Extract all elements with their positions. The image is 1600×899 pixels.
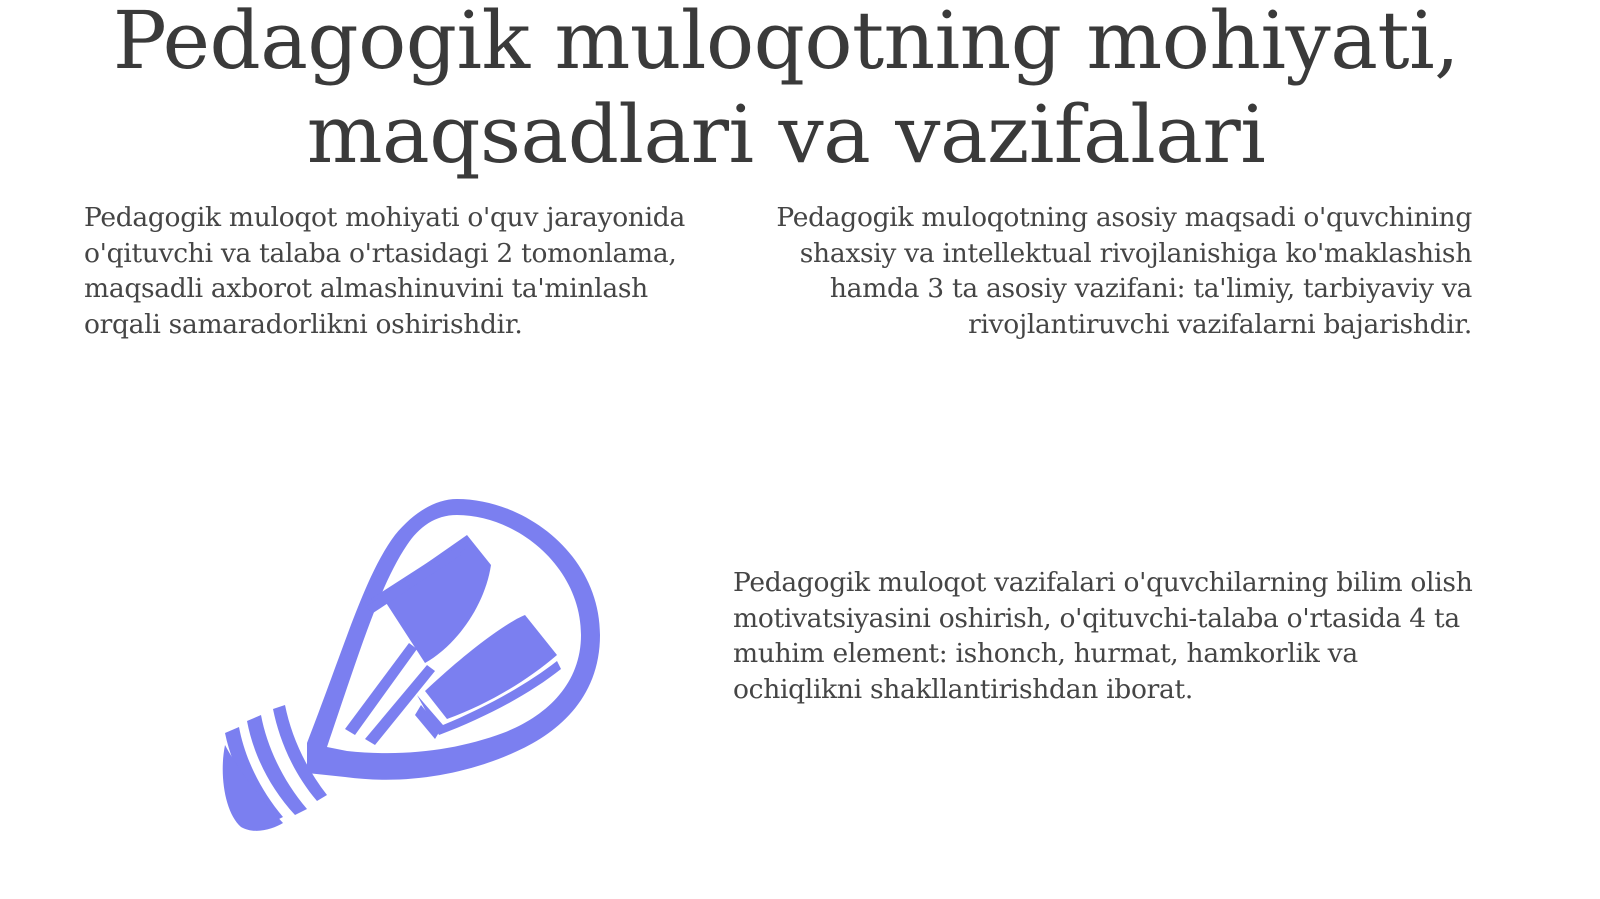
bottom-text-block: Pedagogik muloqot vazifalari o'quvchilarning bilim olish motivatsiyasini oshirish, o'qituvchi-talaba o'rtasida 4 ta muhim element: ishonch, hurmat, hamkorlik va ochiqlikni shakllantirishdan iborat. — [733, 567, 1473, 705]
slide-title: Pedagogik muloqotning mohiyati, maqsadlari va vazifalari — [112, 0, 1460, 181]
lightbulb-book-icon — [195, 495, 625, 845]
right-text-block: Pedagogik muloqotning asosiy maqsadi o'quvchining shaxsiy va intellektual rivojlanishiga ko'maklashish hamda 3 ta asosiy vazifani: ta'limiy, tarbiyaviy va rivojlantiruvchi vazifalarni bajarishdir. — [776, 202, 1472, 340]
left-text-block: Pedagogik muloqot mohiyati o'quv jarayonida o'qituvchi va talaba o'rtasidagi 2 tomonlama, maqsadli axborot almashinuvini ta'minlash orqali samaradorlikni oshirishdir. — [84, 202, 685, 340]
